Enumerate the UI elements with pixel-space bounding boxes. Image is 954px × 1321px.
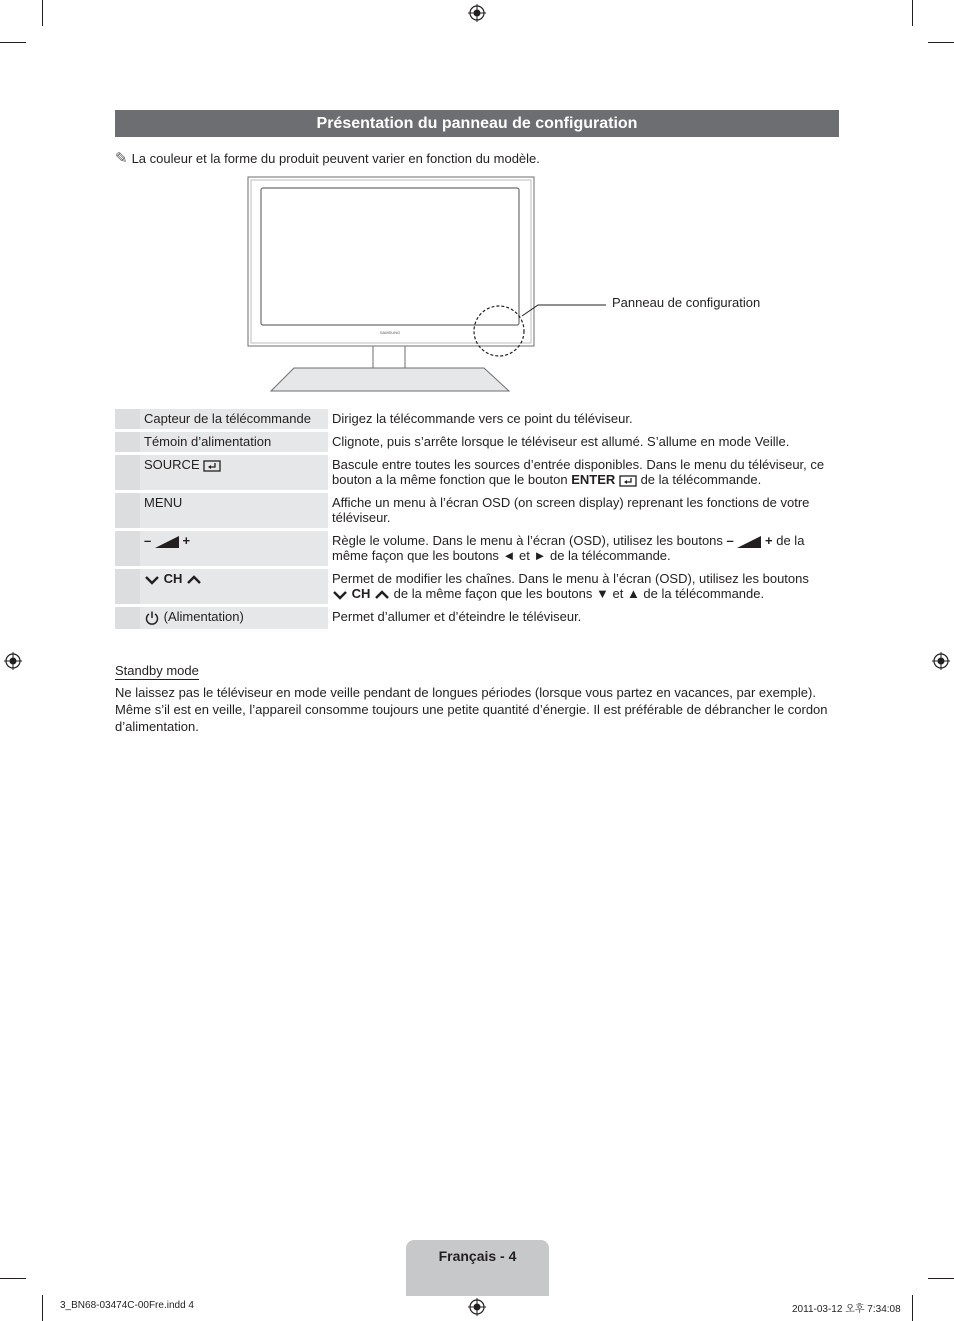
table-row (115, 607, 839, 629)
registration-mark-icon (468, 4, 486, 22)
desc-text: Bascule entre toutes les sources d’entrée disponibles. Dans le menu du téléviseur, ce bouton a la même fonction que le bouton (332, 457, 825, 487)
row-marker (115, 432, 140, 452)
volume-icon (737, 536, 761, 548)
registration-mark-icon (4, 652, 22, 670)
ch-label: CH (163, 571, 183, 586)
chevron-up-icon (374, 589, 390, 601)
control-name: Capteur de la télécommande (140, 409, 328, 429)
callout-label: Panneau de configuration (612, 295, 761, 310)
standby-text-line: Même s’il est en veille, l’appareil consomme toujours une petite quantité d’énergie. Il est préférable de débrancher le cordon d’alimentation. (115, 702, 828, 734)
registration-mark-icon (932, 652, 950, 670)
crop-mark (912, 0, 913, 26)
row-marker (115, 455, 140, 490)
control-desc (328, 455, 839, 490)
table-row (115, 493, 839, 528)
control-name: MENU (140, 493, 328, 528)
control-desc (328, 569, 839, 604)
control-desc: Clignote, puis s’arrête lorsque le téléviseur est allumé. S’allume en mode Veille. (328, 432, 839, 452)
control-name (140, 607, 328, 629)
table-row (115, 569, 839, 604)
slug-date: 2011-03-12 오후 7:34:08 (792, 1304, 901, 1315)
tv-illustration (240, 170, 800, 400)
crop-mark (0, 42, 26, 43)
minus-label: – (144, 533, 152, 548)
registration-mark-icon (468, 1298, 486, 1316)
note (115, 149, 540, 167)
enter-icon (619, 475, 637, 487)
crop-mark (0, 1278, 26, 1279)
control-name: Témoin d’alimentation (140, 432, 328, 452)
crop-mark (912, 1295, 913, 1321)
enter-icon (203, 460, 221, 472)
crop-mark (42, 0, 43, 26)
page-label: Français - 4 (406, 1240, 549, 1296)
desc-text: de la télécommande. (640, 472, 762, 487)
crop-mark (42, 1295, 43, 1321)
table-row (115, 531, 839, 566)
desc-text: Règle le volume. Dans le menu à l’écran (OSD), utilisez les boutons (332, 533, 723, 548)
row-marker (115, 607, 140, 629)
row-marker (115, 409, 140, 429)
table-row (115, 409, 839, 429)
standby-text-line: Ne laissez pas le téléviseur en mode veille pendant de longues périodes (lorsque vous partez en vacances, par exemple). (115, 685, 816, 700)
table-row (115, 432, 839, 452)
desc-text: de la même façon que les boutons ▼ et ▲ de la télécommande. (393, 586, 765, 601)
power-label: (Alimentation) (163, 609, 244, 624)
pencil-icon: ✎ (115, 150, 128, 167)
control-desc: Dirigez la télécommande vers ce point du téléviseur. (328, 409, 839, 429)
control-name (140, 455, 328, 490)
crop-mark (928, 42, 954, 43)
chevron-down-icon (144, 574, 160, 586)
chevron-up-icon (186, 574, 202, 586)
plus-label: + (765, 533, 773, 548)
standby-text (115, 684, 839, 735)
tv-brand: SAMSUNG (379, 330, 401, 335)
control-name (140, 531, 328, 566)
control-name (140, 569, 328, 604)
standby-heading: Standby mode (115, 663, 199, 678)
row-marker (115, 531, 140, 566)
ch-label: CH (351, 586, 371, 601)
row-marker (115, 493, 140, 528)
control-desc: Affiche un menu à l’écran OSD (on screen display) reprenant les fonctions de votre téléviseur. (328, 493, 839, 528)
crop-mark (928, 1278, 954, 1279)
plus-label: + (182, 533, 191, 548)
control-desc: Permet d’allumer et d’éteindre le téléviseur. (328, 607, 839, 629)
minus-label: – (726, 533, 734, 548)
enter-label: ENTER (571, 472, 616, 487)
note-text: La couleur et la forme du produit peuvent varier en fonction du modèle. (131, 151, 540, 166)
chevron-down-icon (332, 589, 348, 601)
control-desc (328, 531, 839, 566)
section-title: Présentation du panneau de configuration (115, 110, 839, 137)
row-marker (115, 569, 140, 604)
source-label: SOURCE (144, 457, 200, 472)
controls-table (115, 406, 839, 632)
desc-text: Permet de modifier les chaînes. Dans le menu à l’écran (OSD), utilisez les boutons (332, 571, 809, 586)
volume-icon (155, 536, 179, 548)
power-icon (144, 610, 160, 626)
slug-file: 3_BN68-03474C-00Fre.indd 4 (60, 1300, 194, 1311)
table-row (115, 455, 839, 490)
callout-line (522, 305, 606, 316)
desc-text: de la même façon que les boutons ◄ et ► de la télécommande. (332, 533, 805, 563)
